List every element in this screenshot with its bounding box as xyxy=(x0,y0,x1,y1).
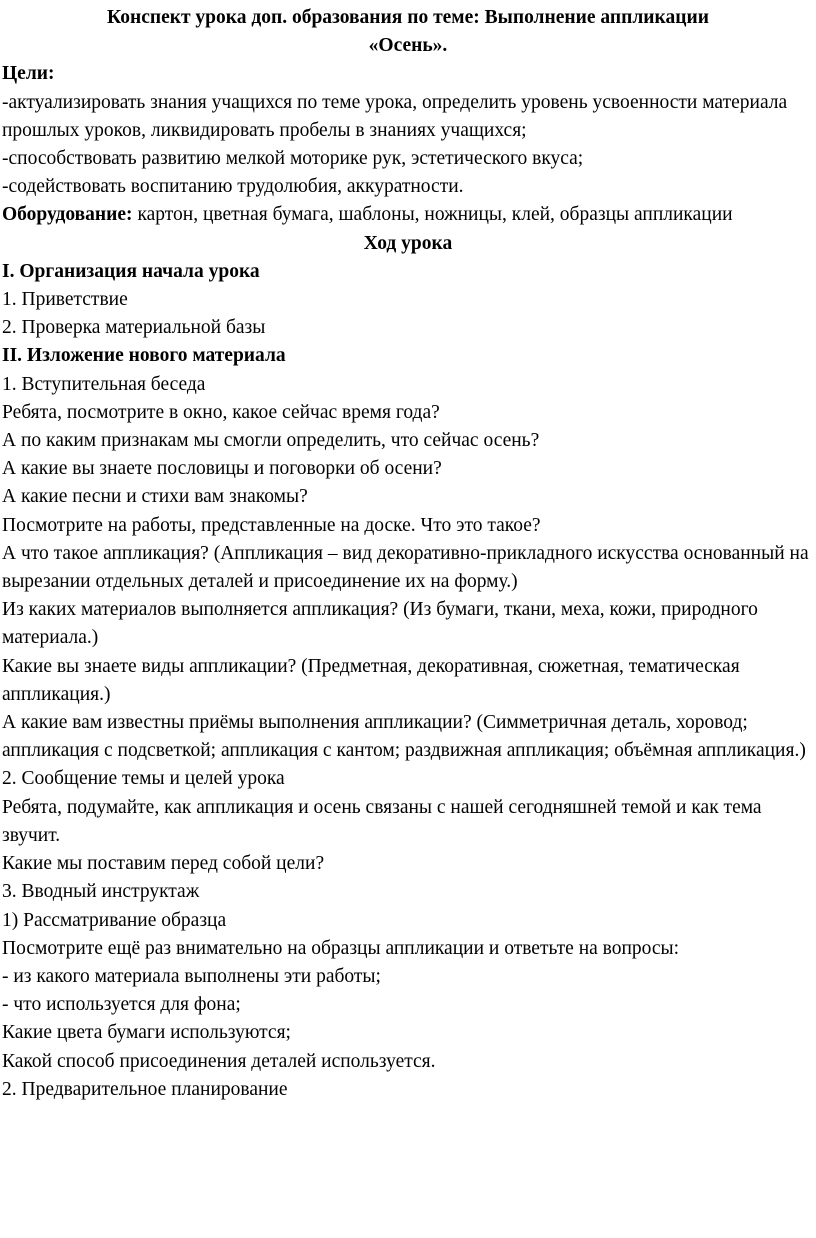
section-2-line: А по каким признакам мы смогли определить, что сейчас осень? xyxy=(2,430,540,452)
goal-item: -способствовать развитию мелкой моторике рук, эстетического вкуса; xyxy=(2,148,584,170)
section-2-line: 1) Рассматривание образца xyxy=(2,909,227,931)
section-2-line: 2. Предварительное планирование xyxy=(2,1078,288,1100)
section-2-line: Ребята, посмотрите в окно, какое сейчас время года? xyxy=(2,401,440,423)
goals-heading: Цели: xyxy=(2,63,55,85)
section-1-heading: I. Организация начала урока xyxy=(2,260,260,282)
section-2-line: Посмотрите ещё раз внимательно на образцы аппликации и ответьте на вопросы: xyxy=(2,937,680,959)
equipment-label: Оборудование: xyxy=(2,204,133,226)
section-2-heading: II. Изложение нового материала xyxy=(2,345,286,367)
section-2-line: 2. Сообщение темы и целей урока xyxy=(2,768,285,790)
section-2-line: А что такое аппликация? (Аппликация – вид декоративно-прикладного искусства основанный на вырезании отдельных деталей и присоединение их на форму.) xyxy=(2,542,809,593)
section-1-item: 2. Проверка материальной базы xyxy=(2,317,266,339)
section-2-line: - из какого материала выполнены эти работы; xyxy=(2,965,381,987)
title-line-1: Конспект урока доп. образования по теме: Выполнение аппликации xyxy=(107,7,709,28)
section-2-line: 1. Вступительная беседа xyxy=(2,373,206,395)
title-line-2: «Осень». xyxy=(368,35,448,57)
equipment-paragraph xyxy=(2,201,814,229)
section-2-line: А какие вы знаете пословицы и поговорки об осени? xyxy=(2,458,442,480)
section-2-line: А какие вам известны приёмы выполнения аппликации? (Симметричная деталь, хоровод; аппликация с подсветкой; аппликация с кантом; раздвижная аппликация; объёмная аппликация.) xyxy=(2,712,806,762)
section-2-line: Посмотрите на работы, представленные на доске. Что это такое? xyxy=(2,514,541,536)
section-2-line: - что используется для фона; xyxy=(2,994,241,1016)
section-2-line: Из каких материалов выполняется аппликация? (Из бумаги, ткани, меха, кожи, природного материала.) xyxy=(2,599,758,649)
section-2-line: Какие вы знаете виды аппликации? (Предметная, декоративная, сюжетная, тематическая аппликация.) xyxy=(2,655,740,705)
section-1-item: 1. Приветствие xyxy=(2,289,128,311)
section-2-line: Какие мы поставим перед собой цели? xyxy=(2,853,325,875)
section-2-line: А какие песни и стихи вам знакомы? xyxy=(2,486,308,508)
section-2-line: 3. Вводный инструктаж xyxy=(2,881,200,903)
section-2-line: Какой способ присоединения деталей используется. xyxy=(2,1050,436,1072)
goal-item: -актуализировать знания учащихся по теме урока, определить уровень усвоенности материала прошлых уроков, ликвидировать пробелы в знаниях учащихся; xyxy=(2,91,788,141)
document-title xyxy=(2,4,814,60)
goal-item: -содействовать воспитанию трудолюбия, аккуратности. xyxy=(2,176,464,198)
lesson-heading: Ход урока xyxy=(363,232,453,254)
equipment-text: картон, цветная бумага, шаблоны, ножницы, клей, образцы аппликации xyxy=(132,204,733,226)
section-2-line: Какие цвета бумаги используются; xyxy=(2,1022,291,1044)
section-2-line: Ребята, подумайте, как аппликация и осень связаны с нашей сегодняшней темой и как тема звучит. xyxy=(2,796,762,846)
